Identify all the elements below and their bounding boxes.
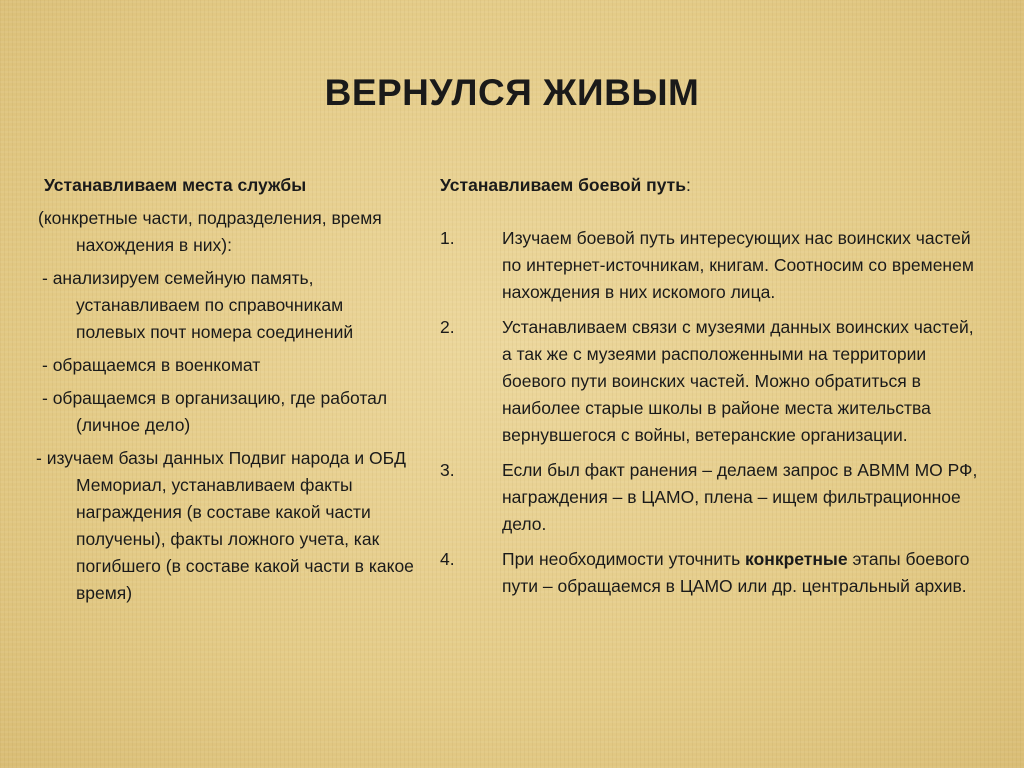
- list-item: [440, 225, 980, 306]
- left-item: (конкретные части, подразделения, время нахождения в них):: [38, 208, 382, 255]
- steps-list: [440, 225, 980, 600]
- left-item: - обращаемся в организацию, где работал (личное дело): [42, 388, 388, 435]
- step-text: Устанавливаем связи с музеями данных воинских частей, а так же с музеями расположенными на территории боевого пути воинских частей. Можно обратиться в наиболее старые школы в районе места жительства вернувшегося с войны, ветеранские организации.: [502, 317, 974, 445]
- step-number: 4.: [440, 549, 455, 569]
- right-heading: [440, 172, 980, 199]
- list-item: [440, 314, 980, 449]
- left-item: - анализируем семейную память, устанавливаем по справочникам полевых почт номера соединений: [42, 268, 354, 342]
- step-text-before: При необходимости уточнить: [502, 549, 746, 569]
- step-text: Изучаем боевой путь интересующих нас воинских частей по интернет-источникам, книгам. Соотносим со временем нахождения в них искомого лица.: [502, 228, 974, 302]
- step-text: Если был факт ранения – делаем запрос в АВММ МО РФ, награждения – в ЦАМО, плена – ищем фильтрационное дело.: [502, 460, 978, 534]
- right-column: [440, 172, 980, 608]
- step-text-bold: конкретные: [745, 549, 848, 569]
- right-heading-colon: :: [686, 175, 691, 195]
- left-item: - обращаемся в военкомат: [42, 355, 261, 375]
- step-text-after: этапы боевого пути – обращаемся в ЦАМО или др. центральный архив.: [502, 549, 970, 596]
- left-heading: Устанавливаем места службы: [44, 175, 307, 195]
- step-number: 3.: [440, 460, 455, 480]
- list-item: [440, 457, 980, 538]
- right-heading-text: Устанавливаем боевой путь: [440, 175, 687, 195]
- left-column: [36, 172, 416, 613]
- list-item: [440, 546, 980, 600]
- step-number: 1.: [440, 228, 455, 248]
- step-number: 2.: [440, 317, 455, 337]
- slide-title: ВЕРНУЛСЯ ЖИВЫМ: [324, 72, 700, 113]
- left-item: - изучаем базы данных Подвиг народа и ОБД Мемориал, устанавливаем факты награждения (в составе какой части получены), факты ложного учета, как погибшего (в составе какой части в какое время): [36, 448, 414, 603]
